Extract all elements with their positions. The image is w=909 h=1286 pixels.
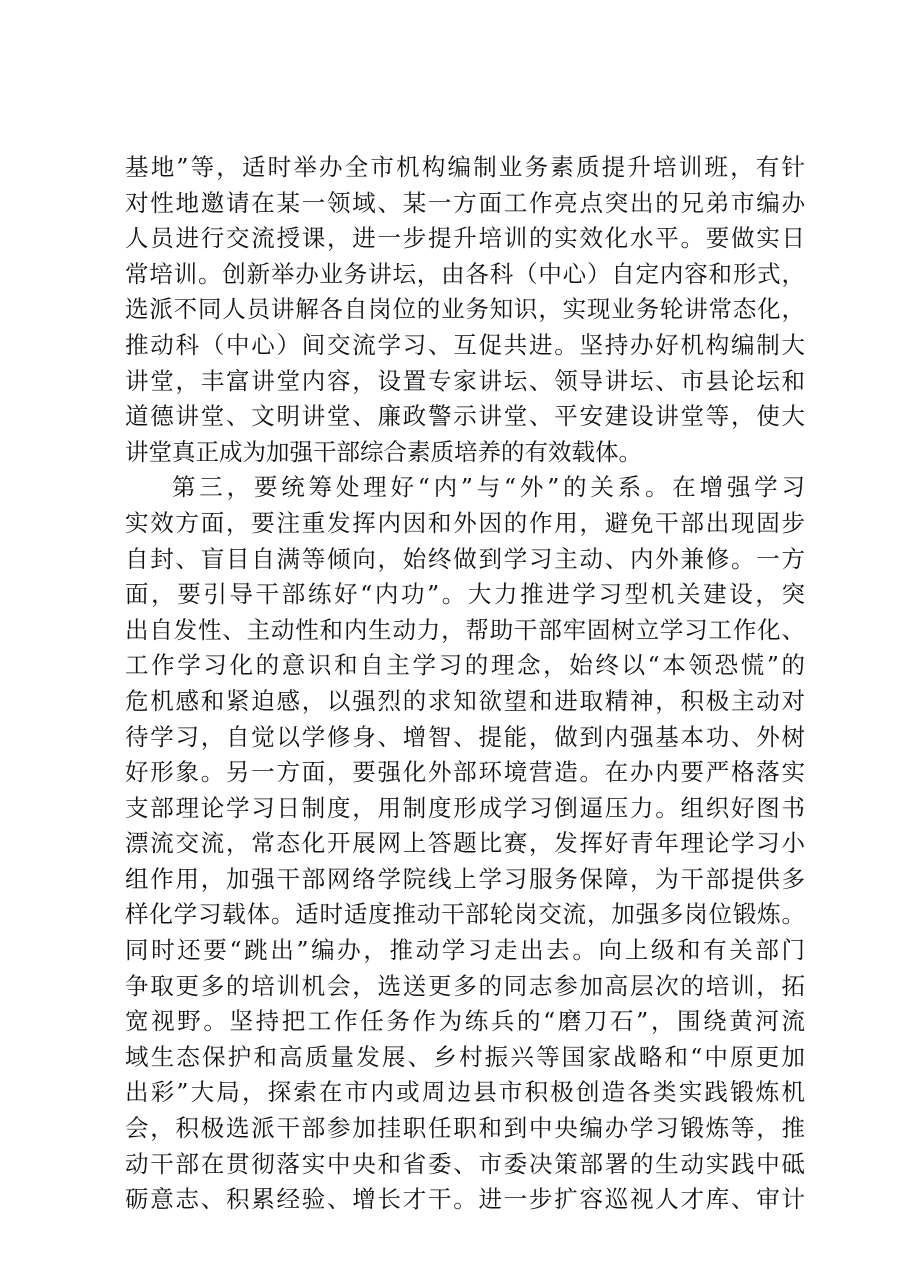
text-line: 自封、盲目自满等倾向，始终做到学习主动、内外兼修。一方	[125, 544, 805, 573]
text-line: 实效方面，要注重发挥内因和外因的作用，避免干部出现固步	[125, 508, 805, 537]
text-line: 样化学习载体。适时适度推动干部轮岗交流，加强多岗位锻炼。	[125, 900, 805, 929]
text-line: 砺意志、积累经验、增长才干。进一步扩容巡视人才库、审计	[125, 1185, 805, 1214]
text-line: 人员进行交流授课，进一步提升培训的实效化水平。要做实日	[125, 224, 805, 253]
paragraph-start-line: 第三，要统筹处理好“内”与“外”的关系。在增强学习	[172, 473, 805, 502]
text-line: 道德讲堂、文明讲堂、廉政警示讲堂、平安建设讲堂等，使大	[125, 402, 805, 431]
text-line: 动干部在贯彻落实中央和省委、市委决策部署的生动实践中砥	[125, 1149, 805, 1178]
text-line: 面，要引导干部练好“内功”。大力推进学习型机关建设，突	[125, 580, 805, 609]
text-line: 对性地邀请在某一领域、某一方面工作亮点突出的兄弟市编办	[125, 188, 805, 217]
text-line: 争取更多的培训机会，选送更多的同志参加高层次的培训，拓	[125, 971, 805, 1000]
text-line: 基地”等，适时举办全市机构编制业务素质提升培训班，有针	[125, 153, 805, 181]
text-line: 同时还要“跳出”编办，推动学习走出去。向上级和有关部门	[125, 936, 805, 965]
text-line: 选派不同人员讲解各自岗位的业务知识，实现业务轮讲常态化，	[125, 295, 805, 324]
text-line: 域生态保护和高质量发展、乡村振兴等国家战略和“中原更加	[125, 1042, 805, 1071]
text-line: 宽视野。坚持把工作任务作为练兵的“磨刀石”，围绕黄河流	[125, 1007, 805, 1036]
text-line: 常培训。创新举办业务讲坛，由各科（中心）自定内容和形式，	[125, 259, 805, 288]
text-line: 漂流交流，常态化开展网上答题比赛，发挥好青年理论学习小	[125, 829, 805, 858]
text-line: 讲堂，丰富讲堂内容，设置专家讲坛、领导讲坛、市县论坛和	[125, 366, 805, 395]
text-line: 危机感和紧迫感，以强烈的求知欲望和进取精神，积极主动对	[125, 686, 805, 715]
text-line: 支部理论学习日制度，用制度形成学习倒逼压力。组织好图书	[125, 793, 805, 822]
text-line: 工作学习化的意识和自主学习的理念，始终以“本领恐慌”的	[125, 651, 805, 680]
body-text	[125, 150, 805, 1218]
text-line: 推动科（中心）间交流学习、互促共进。坚持办好机构编制大	[125, 330, 805, 359]
text-line: 待学习，自觉以学修身、增智、提能，做到内强基本功、外树	[125, 722, 805, 751]
text-line: 出自发性、主动性和内生动力，帮助干部牢固树立学习工作化、	[125, 615, 805, 644]
text-line: 好形象。另一方面，要强化外部环境营造。在办内要严格落实	[125, 758, 805, 787]
text-line: 出彩”大局，探索在市内或周边县市积极创造各类实践锻炼机	[125, 1078, 805, 1107]
text-line: 会，积极选派干部参加挂职任职和到中央编办学习锻炼等，推	[125, 1114, 805, 1143]
paragraph-end-line: 讲堂真正成为加强干部综合素质培养的有效载体。	[125, 437, 642, 466]
text-line: 组作用，加强干部网络学院线上学习服务保障，为干部提供多	[125, 864, 805, 893]
